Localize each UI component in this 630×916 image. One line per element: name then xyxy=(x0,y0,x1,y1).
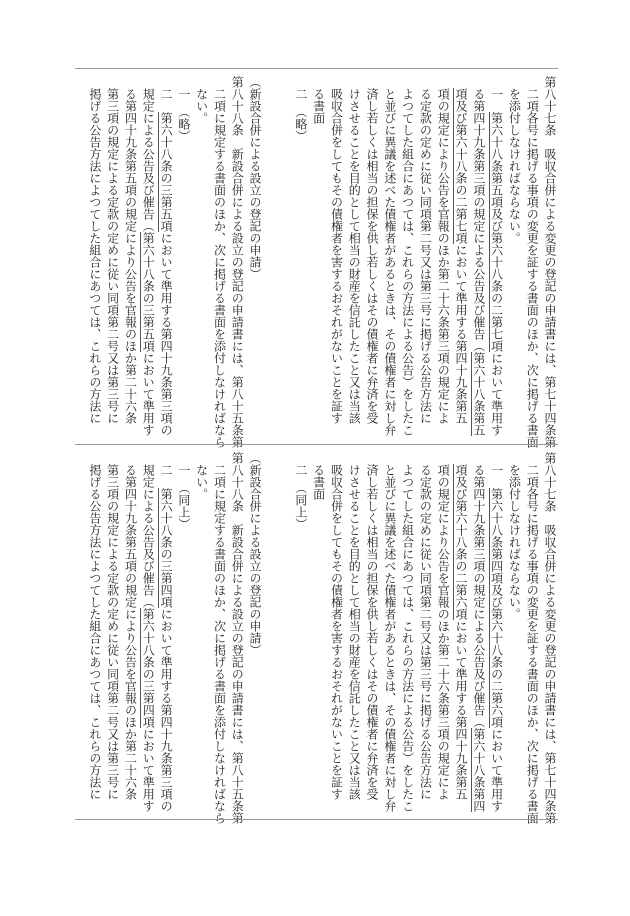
text-run: （新設合併による設立の登記の申請） xyxy=(248,76,263,280)
article-heading xyxy=(245,76,263,448)
text-column xyxy=(85,76,103,448)
text-column xyxy=(398,452,416,824)
text-run: 済し若しくは相当の担保を供し若しくはその債権者に弁済を受 xyxy=(365,88,380,424)
text-run: において準用す xyxy=(141,728,156,812)
text-run: と並びに異議を述べた債権者があるときは、その債権者に対し弁 xyxy=(382,464,397,812)
text-column xyxy=(192,76,210,448)
text-run: 第三項の規定による定款の定めに従い同項第二号又は第三号に xyxy=(105,464,120,800)
text-run: よつてした組合にあつては、これらの方法による公告）をしたこ xyxy=(400,464,415,812)
text-column xyxy=(309,452,327,824)
text-run: を添付しなければならない。 xyxy=(507,464,522,620)
text-column xyxy=(433,452,451,824)
text-run: において準用す xyxy=(141,352,156,436)
article-heading xyxy=(245,452,263,824)
text-run: 二 （同上） xyxy=(293,464,308,530)
text-column xyxy=(487,452,505,824)
amended-phrase: 第六十八条第四項及び第六十八条の二第六項 xyxy=(489,488,504,728)
middle-rule xyxy=(75,444,558,445)
text-run: けさせることを目的として相当の財産を信託したこと又は当該 xyxy=(347,464,362,800)
text-run: 一 （同上） xyxy=(176,464,191,530)
text-run: 二項に規定する書面のほか、次に掲げる書面を添付しなければなら xyxy=(212,464,227,824)
text-run: 一 xyxy=(489,88,504,112)
text-run: る第四十九条第五項の規定により公告を官報のほか第二十六条 xyxy=(123,464,138,800)
text-column xyxy=(138,452,156,824)
text-column xyxy=(309,76,327,448)
text-run: 規定による公告及び催告（ xyxy=(141,464,156,608)
text-column xyxy=(174,76,192,448)
text-run: 吸収合併をしてもその債権者を害するおそれがないことを証す xyxy=(329,464,344,800)
text-column xyxy=(210,452,228,824)
text-column xyxy=(103,452,121,824)
text-run: を添付しなければならない。 xyxy=(507,88,522,244)
text-column xyxy=(174,452,192,824)
text-run: 二 xyxy=(159,464,174,488)
text-column xyxy=(469,452,487,824)
text-run: けさせることを目的として相当の財産を信託したこと又は当該 xyxy=(347,88,362,424)
text-run: 二項各号に掲げる事項の変更を証する書面のほか、次に掲げる書面 xyxy=(525,88,540,448)
text-run: よつてした組合にあつては、これらの方法による公告）をしたこ xyxy=(400,88,415,436)
amended-phrase: 第六十八条の三第四項 xyxy=(159,488,174,608)
text-run: る定款の定めに従い同項第二号又は第三号に掲げる公告方法に xyxy=(418,88,433,424)
text-column xyxy=(505,452,523,824)
amended-phrase: 第六十八条第五 xyxy=(471,352,486,436)
text-run: 一 xyxy=(489,464,504,488)
text-run: 項の規定により公告を官報のほか第二十六条第三項の規定によ xyxy=(436,464,451,800)
text-column xyxy=(540,452,558,824)
amended-phrase: 第六十八条第四 xyxy=(471,728,486,812)
text-run: る第四十九条第三項の規定による公告及び催告（ xyxy=(471,88,486,352)
text-run: において準用する第四十九条第三項の xyxy=(159,608,174,812)
text-run: と並びに異議を述べた債権者があるときは、その債権者に対し弁 xyxy=(382,88,397,436)
text-column xyxy=(156,452,174,824)
text-column xyxy=(344,76,362,448)
text-column xyxy=(362,452,380,824)
text-run: 規定による公告及び催告（ xyxy=(141,88,156,232)
text-run: る書面 xyxy=(311,88,326,124)
revised-text-block xyxy=(75,76,558,448)
bottom-rule xyxy=(75,819,558,820)
text-column xyxy=(522,452,540,824)
text-run: において準用する第四十九条第五 xyxy=(454,244,469,424)
current-text-block xyxy=(75,452,558,824)
text-run: 第三項の規定による定款の定めに従い同項第二号又は第三号に xyxy=(105,88,120,424)
text-run: る定款の定めに従い同項第二号又は第三号に掲げる公告方法に xyxy=(418,464,433,800)
text-run: 一 （略） xyxy=(176,88,191,142)
text-run: において準用する第四十九条第三項の xyxy=(159,232,174,436)
amended-phrase: 第六十八条の三第四項 xyxy=(141,608,156,728)
text-column xyxy=(210,76,228,448)
text-column xyxy=(291,452,309,824)
text-column xyxy=(416,76,434,448)
amended-phrase: 第六十八条第五項及び第六十八条の二第七項 xyxy=(489,112,504,352)
text-run: において準用する第四十九条第五 xyxy=(454,620,469,800)
text-run: において準用す xyxy=(489,728,504,812)
text-column xyxy=(327,452,345,824)
text-run: 掲げる公告方法によつてした組合にあつては、これらの方法に xyxy=(87,464,102,800)
text-run: 二 （略） xyxy=(293,88,308,142)
text-column xyxy=(227,76,245,448)
text-column xyxy=(451,76,469,448)
text-column xyxy=(522,76,540,448)
amended-phrase: 第六十八条の三第五項 xyxy=(159,112,174,232)
text-run: 二項に規定する書面のほか、次に掲げる書面を添付しなければなら xyxy=(212,88,227,448)
text-run: において準用す xyxy=(489,352,504,436)
text-column xyxy=(85,452,103,824)
text-run: （新設合併による設立の登記の申請） xyxy=(248,452,263,656)
amended-phrase: 第六十八条の三第五項 xyxy=(141,232,156,352)
text-column xyxy=(121,76,139,448)
amended-phrase: 項及び第六十八条の二第六項 xyxy=(454,464,469,620)
text-run: 項の規定により公告を官報のほか第二十六条第三項の規定によ xyxy=(436,88,451,424)
text-column xyxy=(469,76,487,448)
text-run: る第四十九条第三項の規定による公告及び催告（ xyxy=(471,464,486,728)
text-run: 掲げる公告方法によつてした組合にあつては、これらの方法に xyxy=(87,88,102,424)
text-column xyxy=(121,452,139,824)
text-column xyxy=(416,452,434,824)
text-run: 二項各号に掲げる事項の変更を証する書面のほか、次に掲げる書面 xyxy=(525,464,540,824)
text-column xyxy=(192,452,210,824)
top-rule xyxy=(75,68,558,69)
text-column xyxy=(344,452,362,824)
text-column xyxy=(380,452,398,824)
text-column xyxy=(156,76,174,448)
text-column xyxy=(327,76,345,448)
text-column xyxy=(487,76,505,448)
text-run: る第四十九条第五項の規定により公告を官報のほか第二十六条 xyxy=(123,88,138,424)
text-run: ない。 xyxy=(194,88,209,124)
text-column xyxy=(380,76,398,448)
text-column xyxy=(138,76,156,448)
text-run: る書面 xyxy=(311,464,326,500)
text-column xyxy=(291,76,309,448)
text-run: 吸収合併をしてもその債権者を害するおそれがないことを証す xyxy=(329,88,344,424)
text-column xyxy=(505,76,523,448)
text-run: 第八十七条 吸収合併による変更の登記の申請書には、第七十四条第 xyxy=(543,76,557,448)
text-run: 第八十七条 吸収合併による変更の登記の申請書には、第七十四条第 xyxy=(543,452,557,824)
amended-phrase: 項及び第六十八条の二第七項 xyxy=(454,88,469,244)
text-column xyxy=(398,76,416,448)
text-column xyxy=(451,452,469,824)
text-run: ない。 xyxy=(194,464,209,500)
text-column xyxy=(227,452,245,824)
text-column xyxy=(433,76,451,448)
text-run: 第八十八条 新設合併による設立の登記の申請書には、第八十五条第 xyxy=(230,452,245,824)
text-run: 済し若しくは相当の担保を供し若しくはその債権者に弁済を受 xyxy=(365,464,380,800)
text-column xyxy=(103,76,121,448)
text-run: 第八十八条 新設合併による設立の登記の申請書には、第八十五条第 xyxy=(230,76,245,448)
text-column xyxy=(540,76,558,448)
text-column xyxy=(362,76,380,448)
text-run: 二 xyxy=(159,88,174,112)
